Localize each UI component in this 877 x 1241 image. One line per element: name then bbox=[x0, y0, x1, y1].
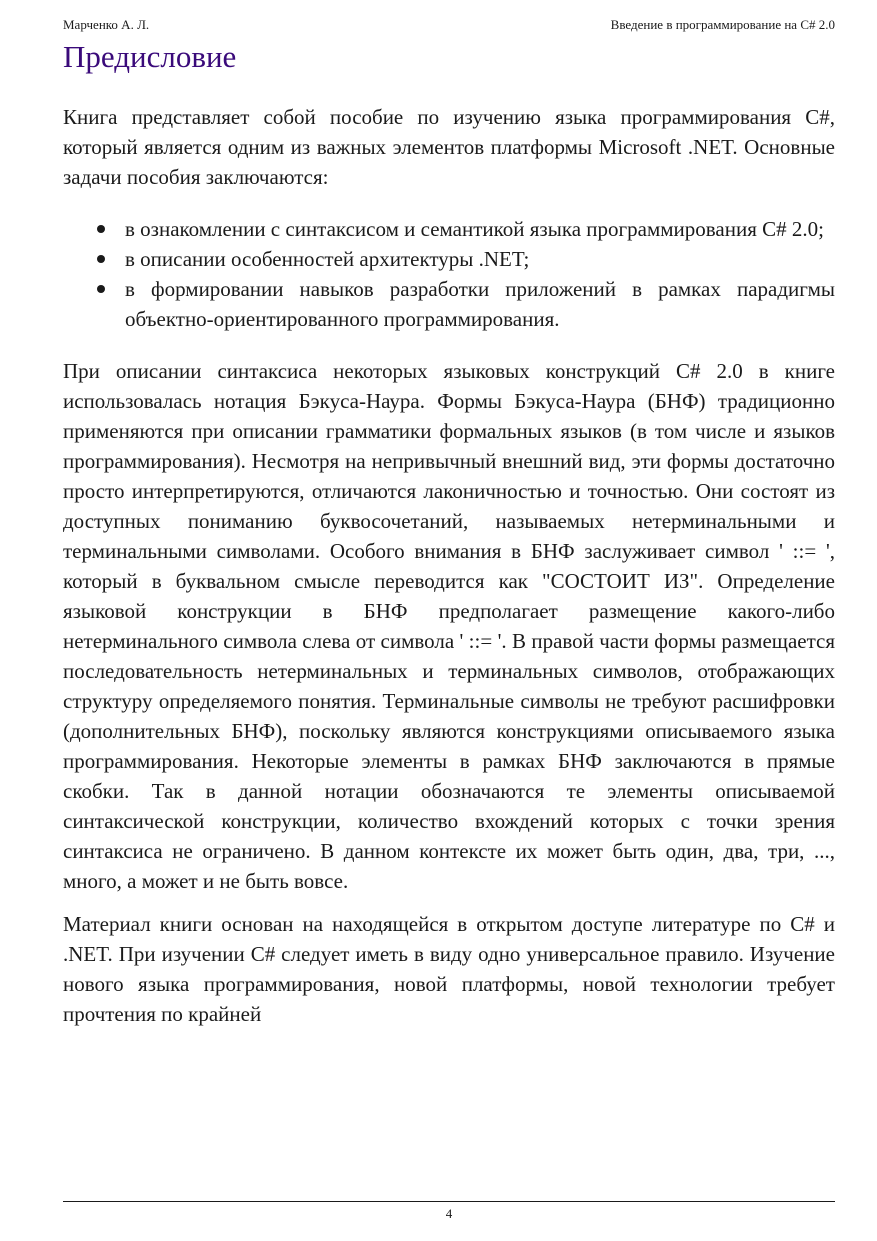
bullet-icon bbox=[97, 285, 105, 293]
list-item-text: в описании особенностей архитектуры .NET; bbox=[125, 247, 530, 271]
paragraph-material: Материал книги основан на находящейся в открытом доступе литературе по C# и .NET. При изучении C# следует иметь в виду одно универсальное правило. Изучение нового языка программирования, новой платформы, новой технологии требует прочтения по крайней bbox=[63, 912, 835, 1026]
bullet-icon bbox=[97, 255, 105, 263]
body-text bbox=[63, 102, 835, 1029]
section-title: Предисловие bbox=[63, 39, 237, 74]
list-item-text: в формировании навыков разработки приложений в рамках парадигмы объектно-ориентированного программирования. bbox=[125, 277, 835, 331]
goals-list bbox=[63, 214, 835, 334]
list-item bbox=[63, 214, 835, 244]
page-number: 4 bbox=[445, 1206, 453, 1221]
paragraph-bnf: При описании синтаксиса некоторых языковых конструкций C# 2.0 в книге использовалась нотация Бэкуса-Наура. Формы Бэкуса-Наура (БНФ) традиционно применяются при описании грамматики формальных языков (в том числе и языков программирования). Несмотря на непривычный внешний вид, эти формы достаточно просто интерпретируются, отличаются лаконичностью и точностью. Они состоят из доступных пониманию буквосочетаний, называемых нетерминальными и терминальными символами. Особого внимания в БНФ заслуживает символ ' ::= ', который в буквальном смысле переводится как "СОСТОИТ ИЗ". Определение языковой конструкции в БНФ предполагает размещение какого-либо нетерминального символа слева от символа ' ::= '. В правой части формы размещается последовательность нетерминальных и терминальных символов, отображающих структуру определяемого понятия. Терминальные символы не требуют расшифровки (дополнительных БНФ), поскольку являются конструкциями описываемого языка программирования. Некоторые элементы в рамках БНФ заключаются в прямые скобки. Так в данной нотации обозначаются те элементы описываемой синтаксической конструкции, количество вхождений которых с точки зрения синтаксиса не ограничено. В данном контексте их может быть один, два, три, ..., много, а может и не быть вовсе. bbox=[63, 359, 835, 893]
list-item bbox=[63, 244, 835, 274]
paragraph-intro: Книга представляет собой пособие по изучению языка программирования C#, который является одним из важных элементов платформы Microsoft .NET. Основные задачи пособия заключаются: bbox=[63, 105, 835, 189]
list-item bbox=[63, 274, 835, 334]
bullet-icon bbox=[97, 225, 105, 233]
list-item-text: в ознакомлении с синтаксисом и семантикой языка программирования C# 2.0; bbox=[125, 217, 824, 241]
header-author: Марченко А. Л. bbox=[63, 17, 150, 32]
header-book-title: Введение в программирование на C# 2.0 bbox=[610, 17, 835, 32]
footer-divider bbox=[63, 1201, 835, 1202]
